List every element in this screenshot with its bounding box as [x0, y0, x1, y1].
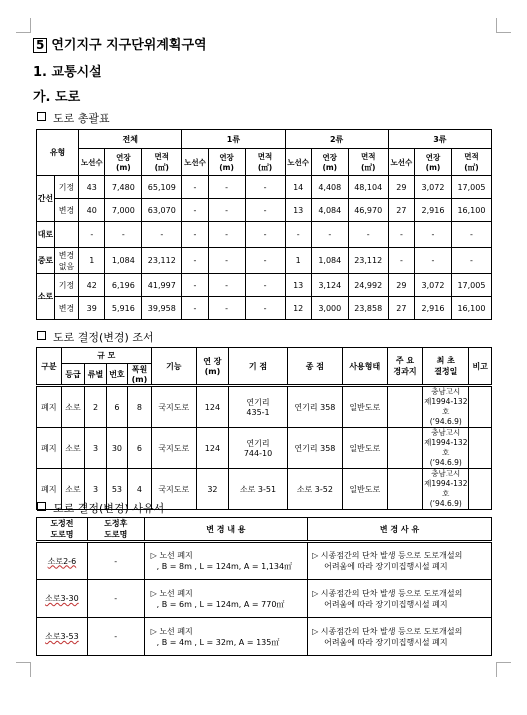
value-cell: 16,100	[451, 199, 491, 222]
reason-line: 어려움에 따라 장기미집행시설 폐지	[324, 637, 448, 647]
road-decision-table	[36, 347, 492, 510]
decision-use-cell: 일반도로	[342, 428, 387, 469]
header-cell: 연장 (m)	[105, 149, 142, 176]
decision-width-cell: 6	[128, 428, 152, 469]
decision-first-cell: 충남고시 제1994-132호 (‘94.6.9)	[424, 387, 468, 426]
table-row	[37, 386, 492, 428]
road-summary-table	[36, 129, 492, 320]
value-cell: 41,997	[142, 274, 182, 297]
decision-end-cell: 소로 3-52	[288, 469, 343, 510]
decision-len-cell: 124	[196, 428, 228, 469]
value-cell: -	[105, 222, 142, 248]
value-cell: 27	[388, 297, 414, 320]
decision-end-cell: 연기리 358	[288, 428, 343, 469]
table-row	[37, 428, 492, 469]
content-line: ▷ 노선 폐지	[150, 551, 193, 560]
decision-class-cell: 2	[85, 386, 106, 428]
table-row	[37, 580, 492, 618]
value-cell: 63,070	[142, 199, 182, 222]
square-bullet-icon	[37, 331, 46, 340]
reason-line: 어려움에 따라 장기미집행시설 폐지	[324, 562, 448, 571]
decision-no-cell: 53	[106, 469, 127, 510]
value-cell: -	[451, 248, 491, 274]
reasons-title: 도로 결정(변경) 사유서	[37, 500, 164, 516]
reason-line: ▷ 시종점간의 단차 발생 등으로 도로개설의	[312, 588, 463, 598]
value-cell: 39,958	[142, 297, 182, 320]
content-line: ▷ 노선 폐지	[150, 588, 193, 598]
header-cell: 전체	[79, 130, 182, 149]
section-heading: 1. 교통시설	[33, 65, 102, 80]
table-row	[37, 297, 492, 320]
decision-gubun-cell: 폐지	[37, 386, 62, 428]
header-cell: 주 요 경과지	[387, 348, 422, 386]
value-cell: -	[182, 222, 208, 248]
category-cell: 대로	[37, 222, 55, 248]
crop-mark-bottom-left	[16, 662, 31, 677]
decision-gubun-cell: 폐지	[37, 428, 62, 469]
value-cell: -	[208, 199, 245, 222]
header-cell: 규 모	[61, 348, 151, 364]
value-cell: -	[182, 199, 208, 222]
header-cell: 도정후 도로명	[87, 518, 144, 542]
decision-len-cell: 32	[196, 469, 228, 510]
header-cell: 노선수	[388, 149, 414, 176]
header-cell: 면적 (㎡)	[245, 149, 285, 176]
subtype-cell: 변경	[54, 297, 78, 320]
value-cell: -	[388, 222, 414, 248]
header-cell: 면적 (㎡)	[451, 149, 491, 176]
value-cell: 1,084	[311, 248, 348, 274]
before-road-name-cell: 소로3-30	[37, 580, 88, 618]
decision-start-cell: 연기리 435-1	[229, 386, 288, 428]
value-cell: 17,005	[451, 274, 491, 297]
header-cell: 번호	[106, 364, 127, 386]
table-row	[37, 542, 492, 580]
subtype-cell: 변경	[54, 199, 78, 222]
decision-len-cell: 124	[196, 386, 228, 428]
decision-first-cell: 충남고시 제1994-132호 (‘94.6.9)	[424, 469, 468, 508]
value-cell: 2,916	[415, 297, 452, 320]
subtype-cell: 변경 없음	[54, 248, 78, 274]
after-road-name-cell: -	[87, 580, 144, 618]
header-cell: 3류	[388, 130, 491, 149]
value-cell: -	[208, 176, 245, 199]
decision-main-cell	[387, 428, 422, 469]
subsection-heading: 가. 도로	[33, 90, 81, 105]
decision-grade-cell: 소로	[61, 386, 85, 428]
table-row	[37, 176, 492, 199]
decision-start-cell: 연기리 744-10	[229, 428, 288, 469]
value-cell: -	[245, 176, 285, 199]
decision-no-cell: 30	[106, 428, 127, 469]
header-cell: 연장 (m)	[415, 149, 452, 176]
content-line: , B = 8m , L = 124m, A = 1,134㎡	[156, 562, 293, 571]
value-cell: 1,084	[105, 248, 142, 274]
value-cell: -	[415, 222, 452, 248]
value-cell: 65,109	[142, 176, 182, 199]
header-cell: 류별	[85, 364, 106, 386]
subtype-cell	[54, 222, 78, 248]
value-cell: 27	[388, 199, 414, 222]
value-cell: -	[182, 297, 208, 320]
value-cell: -	[245, 274, 285, 297]
decision-func-cell: 국지도로	[151, 428, 196, 469]
value-cell: 43	[79, 176, 105, 199]
value-cell: 48,104	[348, 176, 388, 199]
value-cell: -	[285, 222, 311, 248]
value-cell: 46,970	[348, 199, 388, 222]
value-cell: 24,992	[348, 274, 388, 297]
value-cell: -	[208, 222, 245, 248]
value-cell: 3,072	[415, 176, 452, 199]
reason-line: ▷ 시종점간의 단차 발생 등으로 도로개설의	[312, 551, 463, 560]
header-cell: 노선수	[182, 149, 208, 176]
road-reasons-table	[36, 517, 492, 656]
change-content-cell	[144, 580, 307, 618]
value-cell: 1	[79, 248, 105, 274]
header-cell: 연장 (m)	[208, 149, 245, 176]
value-cell: 4,084	[311, 199, 348, 222]
value-cell: -	[245, 248, 285, 274]
value-cell: 7,000	[105, 199, 142, 222]
value-cell: 39	[79, 297, 105, 320]
value-cell: -	[245, 297, 285, 320]
header-cell: 기 점	[229, 348, 288, 386]
header-cell: 비고	[469, 348, 492, 386]
after-road-name-cell: -	[87, 618, 144, 656]
value-cell: 14	[285, 176, 311, 199]
header-cell: 노선수	[285, 149, 311, 176]
header-cell: 면적 (㎡)	[142, 149, 182, 176]
decision-title: 도로 결정(변경) 조서	[37, 329, 154, 345]
value-cell: -	[182, 248, 208, 274]
decision-width-cell: 8	[128, 386, 152, 428]
crop-mark-bottom-right	[496, 662, 511, 677]
decision-no-cell: 6	[106, 386, 127, 428]
value-cell: 3,072	[415, 274, 452, 297]
decision-use-cell: 일반도로	[342, 386, 387, 428]
decision-note-cell	[469, 469, 492, 510]
value-cell: -	[142, 222, 182, 248]
value-cell: 29	[388, 176, 414, 199]
header-cell: 구분	[37, 348, 62, 386]
value-cell: 1	[285, 248, 311, 274]
table-row	[37, 222, 492, 248]
table-row	[37, 274, 492, 297]
header-cell: 1류	[182, 130, 285, 149]
category-cell: 간선	[37, 176, 55, 222]
value-cell: -	[245, 199, 285, 222]
decision-func-cell: 국지도로	[151, 469, 196, 510]
content-line: , B = 4m , L = 32m, A = 135㎡	[156, 637, 280, 647]
decision-main-cell	[387, 386, 422, 428]
value-cell: -	[182, 274, 208, 297]
table-row	[37, 248, 492, 274]
header-cell: 등급	[61, 364, 85, 386]
header-cell: 폭원 (m)	[128, 364, 152, 386]
value-cell: 42	[79, 274, 105, 297]
decision-first-cell: 충남고시 제1994-132호 (‘94.6.9)	[424, 428, 468, 467]
header-cell: 연 장 (m)	[196, 348, 228, 386]
category-cell: 중로	[37, 248, 55, 274]
value-cell: 3,000	[311, 297, 348, 320]
category-cell: 소로	[37, 274, 55, 320]
crop-mark-top-left	[16, 18, 31, 33]
header-cell: 사용형태	[342, 348, 387, 386]
decision-grade-cell: 소로	[61, 428, 85, 469]
decision-note-cell	[469, 428, 492, 469]
decision-class-cell: 3	[85, 428, 106, 469]
value-cell: 40	[79, 199, 105, 222]
value-cell: -	[388, 248, 414, 274]
header-cell: 최 초 결정일	[423, 348, 469, 386]
value-cell: -	[208, 274, 245, 297]
decision-end-cell: 연기리 358	[288, 386, 343, 428]
change-content-cell	[144, 618, 307, 656]
reason-line: ▷ 시종점간의 단차 발생 등으로 도로개설의	[312, 626, 463, 636]
value-cell: 2,916	[415, 199, 452, 222]
reason-line: 어려움에 따라 장기미집행시설 폐지	[324, 599, 448, 609]
header-cell: 종 점	[288, 348, 343, 386]
value-cell: 23,858	[348, 297, 388, 320]
header-cell: 도정전 도로명	[37, 518, 88, 542]
before-road-name-cell: 소로2-6	[37, 542, 88, 580]
header-cell: 노선수	[79, 149, 105, 176]
value-cell: 6,196	[105, 274, 142, 297]
decision-grade-cell: 소로	[61, 469, 85, 510]
value-cell: 3,124	[311, 274, 348, 297]
crop-mark-top-right	[496, 18, 511, 33]
decision-func-cell: 국지도로	[151, 386, 196, 428]
content-line: , B = 6m , L = 124m, A = 770㎡	[156, 599, 285, 609]
table-row	[37, 199, 492, 222]
value-cell: -	[415, 248, 452, 274]
value-cell: -	[208, 297, 245, 320]
change-content-cell	[144, 542, 307, 580]
decision-gubun-cell: 폐지	[37, 469, 62, 510]
value-cell: 13	[285, 199, 311, 222]
decision-class-cell: 3	[85, 469, 106, 510]
value-cell: -	[451, 222, 491, 248]
value-cell: 7,480	[105, 176, 142, 199]
header-cell: 유형	[37, 130, 79, 176]
value-cell: 13	[285, 274, 311, 297]
change-reason-cell	[308, 580, 492, 618]
change-reason-cell	[308, 542, 492, 580]
content-line: ▷ 노선 폐지	[150, 626, 193, 636]
value-cell: 16,100	[451, 297, 491, 320]
decision-use-cell: 일반도로	[342, 469, 387, 510]
heading-number: 5	[33, 38, 47, 53]
decision-width-cell: 4	[128, 469, 152, 510]
value-cell: 4,408	[311, 176, 348, 199]
header-cell: 변 경 내 용	[144, 518, 307, 542]
value-cell: 5,916	[105, 297, 142, 320]
header-cell: 2류	[285, 130, 388, 149]
decision-start-cell: 소로 3-51	[229, 469, 288, 510]
value-cell: 23,112	[142, 248, 182, 274]
subtype-cell: 기정	[54, 274, 78, 297]
summary-title: 도로 총괄표	[37, 110, 110, 126]
square-bullet-icon	[37, 112, 46, 121]
subtype-cell: 기정	[54, 176, 78, 199]
heading-text: 연기지구 지구단위계획구역	[51, 38, 207, 53]
square-bullet-icon	[37, 502, 46, 511]
value-cell: -	[79, 222, 105, 248]
before-road-name-cell: 소로3-53	[37, 618, 88, 656]
value-cell: -	[182, 176, 208, 199]
header-cell: 면적 (㎡)	[348, 149, 388, 176]
decision-main-cell	[387, 469, 422, 510]
value-cell: 29	[388, 274, 414, 297]
header-cell: 변 경 사 유	[308, 518, 492, 542]
after-road-name-cell: -	[87, 542, 144, 580]
value-cell: -	[245, 222, 285, 248]
table-row	[37, 618, 492, 656]
value-cell: 23,112	[348, 248, 388, 274]
value-cell: -	[208, 248, 245, 274]
value-cell: -	[348, 222, 388, 248]
main-heading	[33, 34, 207, 53]
header-cell: 기능	[151, 348, 196, 386]
value-cell: -	[311, 222, 348, 248]
change-reason-cell	[308, 618, 492, 656]
value-cell: 12	[285, 297, 311, 320]
header-cell: 연장 (m)	[311, 149, 348, 176]
value-cell: 17,005	[451, 176, 491, 199]
decision-note-cell	[469, 386, 492, 428]
